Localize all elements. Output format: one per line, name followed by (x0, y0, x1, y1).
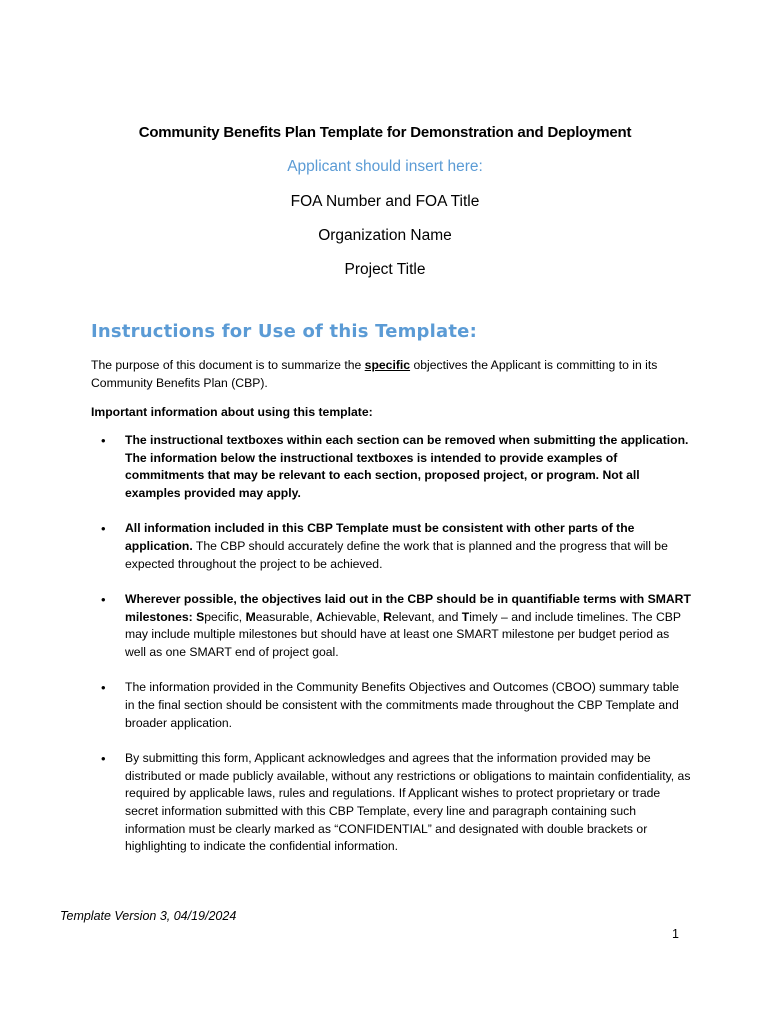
instruction-list (91, 432, 691, 874)
purpose-text-before: The purpose of this document is to summarize the (91, 358, 365, 372)
smart-word: chievable, (324, 609, 384, 624)
purpose-paragraph (91, 356, 681, 392)
bullet-icon: • (101, 433, 106, 448)
bullet-icon: • (101, 521, 106, 537)
smart-letter: R (383, 609, 392, 624)
bullet-text: The information provided in the Community Benefits Objectives and Outcomes (CBOO) summary table in the final section should be consistent with the commitments made throughout the CBP Template and broader application. (125, 680, 680, 730)
template-version-footer: Template Version 3, 04/19/2024 (60, 909, 237, 923)
list-item (91, 432, 691, 503)
project-title-line: Project Title (344, 261, 426, 278)
list-item: • Wherever possible, the objectives laid out in the CBP should be in quantifiable terms with SMART milestones: Specific, Measurable, Achievable, Relevant, and Timely – and include timelines. The CBP may include multiple milestones but should have at least one SMART milestone per budget period as well as one SMART end of project goal. (101, 591, 691, 660)
smart-word: elevant, and (391, 609, 462, 624)
smart-word: easurable, (255, 609, 317, 624)
smart-word: pecific, (204, 609, 246, 624)
list-item (91, 679, 691, 732)
list-item (91, 750, 691, 856)
list-item (91, 520, 691, 573)
important-info-label: Important information about using this template: (91, 405, 373, 419)
bullet-icon: • (101, 680, 106, 696)
bullet-bold-text: The instructional textboxes within each section can be removed when submitting the application. The information below the instructional textboxes is intended to provide examples of commitments that may be relevant to each section, proposed project, or program. Not all examples provided may apply. (125, 433, 689, 501)
bullet-bold-text: All information included in this CBP Template must be consistent with other parts of the application. (125, 521, 635, 554)
organization-line: Organization Name (318, 227, 452, 244)
purpose-emphasis: specific (364, 358, 411, 372)
smart-letter: A (316, 609, 325, 624)
bullet-bold-text: Wherever possible, the objectives laid out in the CBP should be in quantifiable terms with SMART milestones (125, 591, 691, 624)
insert-instruction: Applicant should insert here: (287, 158, 483, 175)
bullet-icon: • (101, 750, 106, 766)
smart-letter: S (196, 609, 205, 624)
bullet-text: The CBP should accurately define the work that is planned and the progress that will be expected throughout the project to be achieved. (125, 539, 668, 571)
bullet-icon: • (101, 591, 106, 607)
foa-line: FOA Number and FOA Title (290, 193, 480, 210)
smart-letter: M (245, 609, 256, 624)
page-number: 1 (672, 927, 679, 941)
smart-word: imely – and include timelines. (469, 609, 629, 624)
purpose-text-after: objectives the Applicant is committing to in its Community Benefits Plan (CBP). (91, 358, 658, 390)
bullet-text: The CBP may include multiple milestones but should have at least one SMART milestone per budget period as well as one SMART end of project goal. (125, 609, 681, 660)
instructions-heading: Instructions for Use of this Template: (91, 321, 477, 342)
smart-letter: T (461, 609, 470, 624)
bullet-text: By submitting this form, Applicant acknowledges and agrees that the information provided may be distributed or made publicly available, without any restrictions or obligations to maintain confidentiality, as required by applicable laws, rules and regulations. If Applicant wishes to protect proprietary or trade secret information submitted with this CBP Template, every line and paragraph containing such information must be clearly marked as “CONFIDENTIAL” and designated with double brackets or highlighting to indicate the confidential information. (125, 750, 691, 854)
document-title: Community Benefits Plan Template for Demonstration and Deployment (138, 124, 632, 141)
